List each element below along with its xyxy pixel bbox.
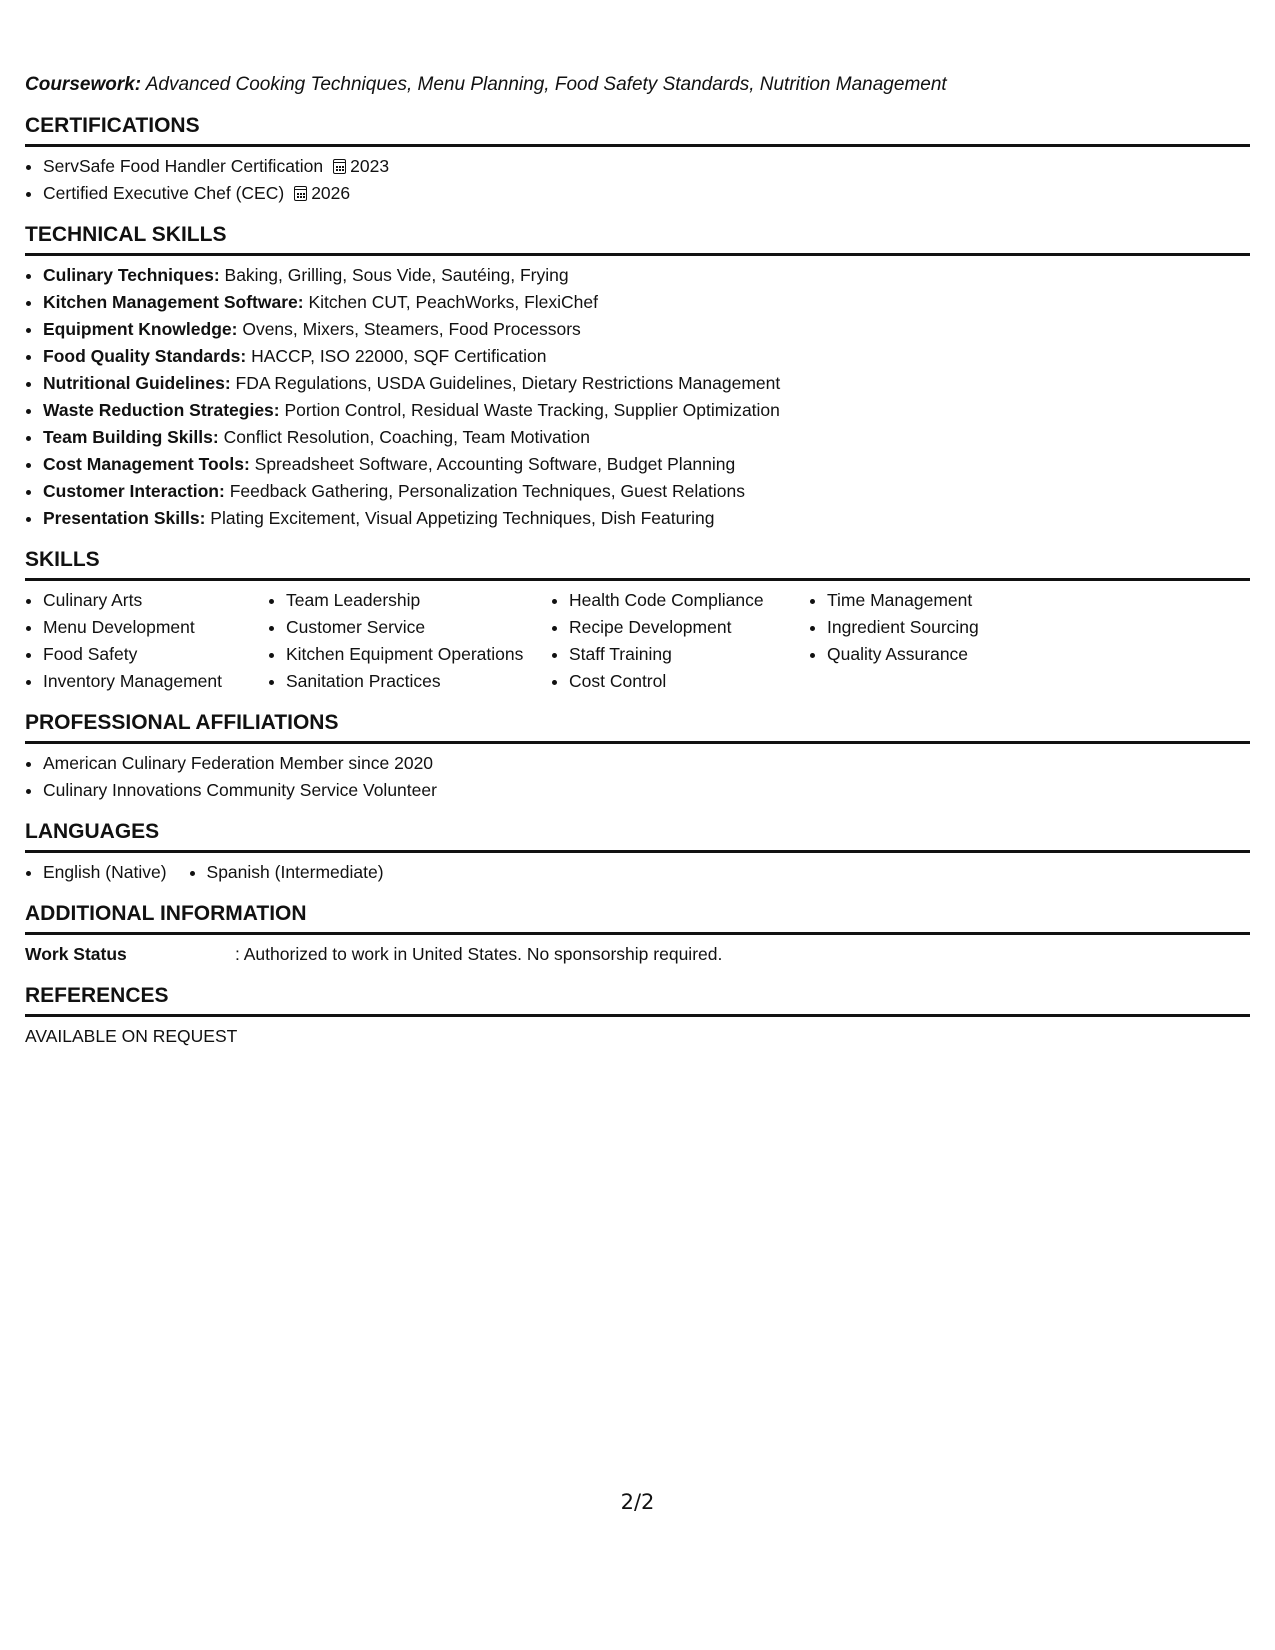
references-section	[25, 982, 1250, 1050]
skill-category-label: Food Quality Standards:	[43, 346, 247, 366]
language-item-wrap	[189, 859, 384, 886]
list-item: • Health Code Compliance	[569, 587, 809, 614]
coursework-label: Coursework:	[25, 74, 142, 95]
list-item	[43, 397, 1250, 424]
list-item: • Ingredient Sourcing	[827, 614, 1047, 641]
work-status-row	[25, 941, 1250, 968]
list-item: • Quality Assurance	[827, 641, 1047, 668]
language-item-wrap	[25, 859, 167, 886]
list-item: • Cost Control	[569, 668, 809, 695]
list-item	[43, 478, 1250, 505]
section-title-references: REFERENCES	[25, 982, 1250, 1017]
section-title-technical-skills: TECHNICAL SKILLS	[25, 221, 1250, 256]
skill-category-value: Conflict Resolution, Coaching, Team Motivation	[223, 427, 590, 447]
work-status-label: Work Status	[25, 944, 127, 964]
list-item	[43, 153, 1250, 180]
list-item	[43, 262, 1250, 289]
skill-category-label: Waste Reduction Strategies:	[43, 400, 280, 420]
skill-category-value: Ovens, Mixers, Steamers, Food Processors	[242, 319, 581, 339]
skills-grid	[25, 587, 1250, 695]
list-item: • Inventory Management	[43, 668, 268, 695]
list-item	[43, 505, 1250, 532]
skill-category-label: Equipment Knowledge:	[43, 319, 238, 339]
list-item	[43, 424, 1250, 451]
list-item	[43, 370, 1250, 397]
list-item	[43, 316, 1250, 343]
skill-category-value: FDA Regulations, USDA Guidelines, Dietary Restrictions Management	[235, 373, 781, 393]
list-item	[43, 451, 1250, 478]
certifications-section	[25, 112, 1250, 207]
list-item: • Kitchen Equipment Operations	[286, 641, 551, 668]
list-item: • Customer Service	[286, 614, 551, 641]
certification-name: ServSafe Food Handler Certification	[43, 156, 324, 176]
certification-year: 2026	[311, 183, 351, 203]
skill-category-label: Culinary Techniques:	[43, 265, 220, 285]
languages-list	[25, 859, 1250, 886]
calendar-icon	[294, 186, 307, 201]
technical-skills-section	[25, 221, 1250, 532]
certifications-list	[25, 153, 1250, 207]
certification-name: Certified Executive Chef (CEC)	[43, 183, 285, 203]
section-title-additional-info: ADDITIONAL INFORMATION	[25, 900, 1250, 935]
skill-category-label: Cost Management Tools:	[43, 454, 250, 474]
skills-column	[268, 587, 551, 695]
technical-skills-list	[25, 262, 1250, 532]
additional-info-section	[25, 900, 1250, 968]
list-item	[43, 289, 1250, 316]
certification-year: 2023	[350, 156, 390, 176]
list-item: • Sanitation Practices	[286, 668, 551, 695]
skill-category-value: Spreadsheet Software, Accounting Software, Budget Planning	[254, 454, 736, 474]
list-item: • Recipe Development	[569, 614, 809, 641]
list-item: • Time Management	[827, 587, 1047, 614]
languages-section	[25, 818, 1250, 886]
skills-section	[25, 546, 1250, 695]
skill-category-value: HACCP, ISO 22000, SQF Certification	[251, 346, 547, 366]
list-item: • Spanish (Intermediate)	[207, 859, 384, 886]
page-number: 2/2	[620, 1490, 655, 1514]
skills-column	[25, 587, 268, 695]
skill-category-value: Feedback Gathering, Personalization Techniques, Guest Relations	[229, 481, 745, 501]
skill-category-value: Portion Control, Residual Waste Tracking, Supplier Optimization	[284, 400, 780, 420]
references-text: AVAILABLE ON REQUEST	[25, 1026, 238, 1046]
list-item: • Menu Development	[43, 614, 268, 641]
skills-column	[551, 587, 809, 695]
skill-category-value: Plating Excitement, Visual Appetizing Techniques, Dish Featuring	[210, 508, 715, 528]
list-item: • Food Safety	[43, 641, 268, 668]
list-item: • Team Leadership	[286, 587, 551, 614]
list-item: • Culinary Arts	[43, 587, 268, 614]
list-item: • Staff Training	[569, 641, 809, 668]
resume-page	[25, 72, 1250, 1064]
coursework-line	[25, 72, 1250, 98]
skill-category-label: Nutritional Guidelines:	[43, 373, 231, 393]
skill-category-label: Team Building Skills:	[43, 427, 219, 447]
list-item: • American Culinary Federation Member since 2020	[43, 750, 1250, 777]
section-title-skills: SKILLS	[25, 546, 1250, 581]
list-item: • English (Native)	[43, 859, 167, 886]
affiliations-section	[25, 709, 1250, 804]
coursework-text: Advanced Cooking Techniques, Menu Planning, Food Safety Standards, Nutrition Management	[145, 74, 947, 95]
section-title-certifications: CERTIFICATIONS	[25, 112, 1250, 147]
skill-category-label: Presentation Skills:	[43, 508, 206, 528]
work-status-value: : Authorized to work in United States. No sponsorship required.	[235, 944, 723, 964]
list-item: • Culinary Innovations Community Service Volunteer	[43, 777, 1250, 804]
skills-column	[809, 587, 1047, 695]
list-item	[43, 180, 1250, 207]
affiliations-list	[25, 750, 1250, 804]
skill-category-label: Kitchen Management Software:	[43, 292, 304, 312]
section-title-languages: LANGUAGES	[25, 818, 1250, 853]
section-title-affiliations: PROFESSIONAL AFFILIATIONS	[25, 709, 1250, 744]
skill-category-value: Baking, Grilling, Sous Vide, Sautéing, Frying	[224, 265, 569, 285]
list-item	[43, 343, 1250, 370]
calendar-icon	[333, 159, 346, 174]
skill-category-value: Kitchen CUT, PeachWorks, FlexiChef	[308, 292, 598, 312]
skill-category-label: Customer Interaction:	[43, 481, 225, 501]
